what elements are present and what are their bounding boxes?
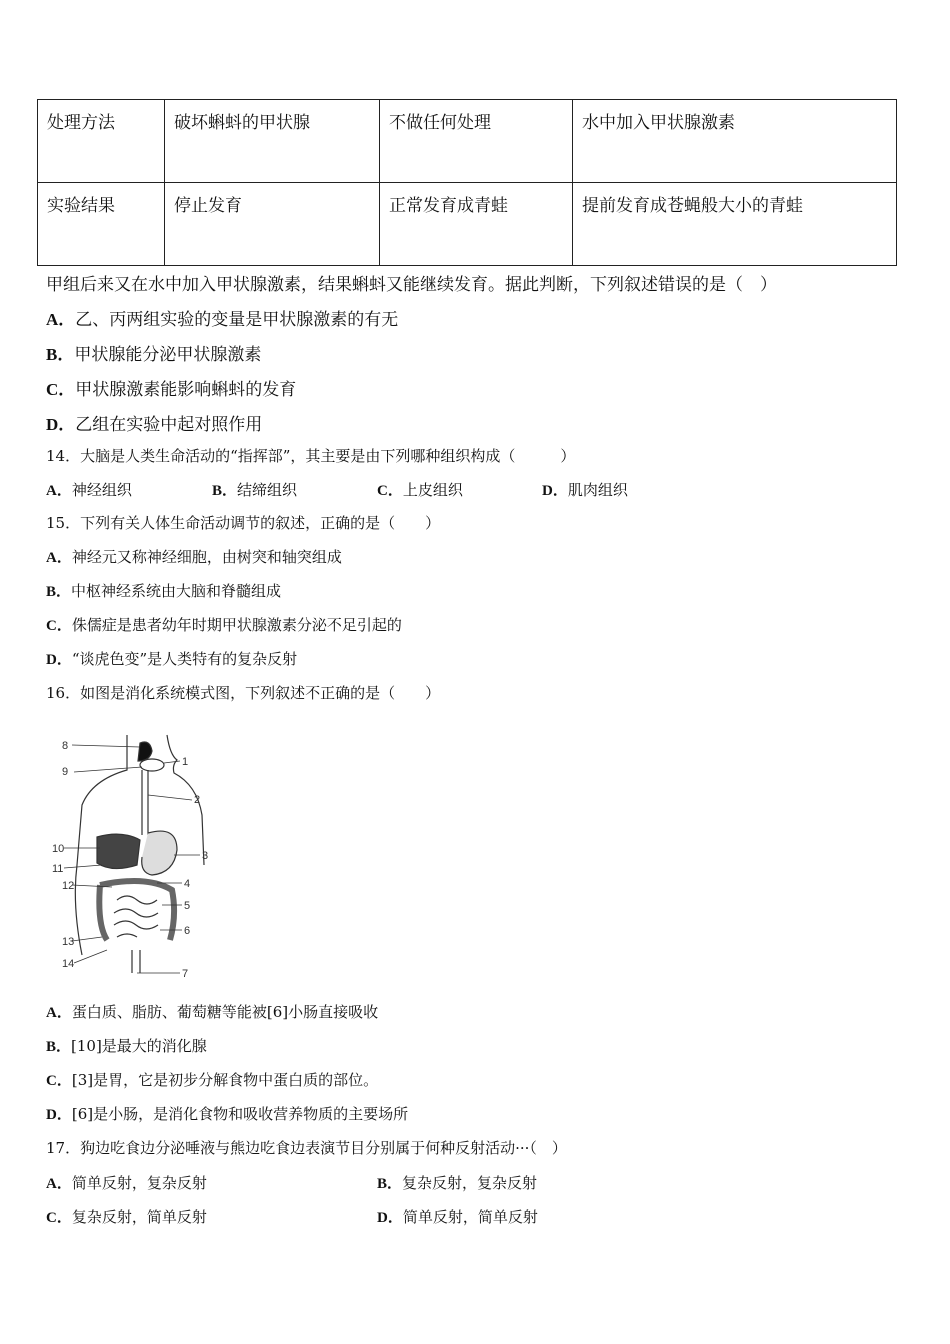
diagram-label: 4 [184, 878, 191, 890]
option-label: D． [542, 483, 568, 499]
diagram-label: 12 [62, 880, 75, 892]
diagram-label: 13 [62, 936, 75, 948]
option-label: D． [377, 1210, 403, 1226]
q15-option-d[interactable] [46, 648, 297, 669]
option-label: A． [46, 483, 72, 499]
option-label: A． [46, 1176, 72, 1192]
table-cell: 实验结果 [38, 183, 165, 266]
diagram-label: 6 [184, 925, 191, 937]
q15-option-a[interactable] [46, 546, 342, 567]
q17-option-c[interactable] [46, 1206, 207, 1227]
option-text: 复杂反射，复杂反射 [402, 1174, 538, 1192]
table-cell: 破坏蝌蚪的甲状腺 [165, 100, 380, 183]
q16-option-a[interactable] [46, 1001, 378, 1022]
diagram-label: 9 [62, 766, 69, 778]
q15-option-c[interactable] [46, 614, 402, 635]
q13-option-c[interactable] [46, 375, 296, 400]
q17-option-d[interactable] [377, 1206, 538, 1227]
option-text: [10]是最大的消化腺 [71, 1037, 207, 1055]
table-cell: 处理方法 [38, 100, 165, 183]
option-text: 甲状腺激素能影响蝌蚪的发育 [75, 380, 297, 400]
diagram-label: 2 [194, 794, 201, 806]
q14-option-d[interactable] [542, 479, 628, 500]
option-text: 简单反射，简单反射 [402, 1208, 538, 1226]
option-label: B． [212, 483, 238, 499]
q14-option-c[interactable] [377, 479, 463, 500]
table-cell: 水中加入甲状腺激素 [573, 100, 897, 183]
option-label: C． [46, 618, 72, 634]
table-row [38, 100, 897, 183]
q15-option-b[interactable] [46, 580, 281, 601]
q13-option-b[interactable] [46, 340, 261, 365]
option-text: 侏儒症是患者幼年时期甲状腺激素分泌不足引起的 [71, 616, 402, 634]
q16-option-d[interactable] [46, 1103, 408, 1124]
option-text: 中枢神经系统由大脑和脊髓组成 [71, 582, 282, 600]
option-text: 神经组织 [71, 481, 132, 499]
q16-option-b[interactable] [46, 1035, 207, 1056]
esophagus-shape [142, 770, 148, 835]
option-text: “谈虎色变”是人类特有的复杂反射 [71, 650, 298, 668]
option-text: [6]是小肠，是消化食物和吸收营养物质的主要场所 [71, 1105, 409, 1123]
liver-shape [97, 834, 140, 868]
rectum-shape [132, 950, 140, 973]
option-label: D． [46, 1107, 72, 1123]
option-text: 上皮组织 [402, 481, 463, 499]
q15-stem: 15．下列有关人体生命活动调节的叙述，正确的是（ ） [46, 514, 441, 532]
option-text: 乙、丙两组实验的变量是甲状腺激素的有无 [75, 310, 399, 330]
option-text: 复杂反射，简单反射 [71, 1208, 207, 1226]
diagram-label: 11 [52, 863, 64, 875]
option-label: C． [46, 380, 76, 399]
large-intestine-shape [99, 881, 174, 940]
table-row [38, 183, 897, 266]
q13-stem: 甲组后来又在水中加入甲状腺激素，结果蝌蚪又能继续发育。据此判断，下列叙述错误的是（ ） [46, 275, 777, 295]
option-text: 甲状腺能分泌甲状腺激素 [74, 345, 262, 365]
option-label: B． [46, 1039, 72, 1055]
option-text: 蛋白质、脂肪、葡萄糖等能被[6]小肠直接吸收 [71, 1003, 379, 1021]
q13-option-d[interactable] [46, 410, 262, 435]
q14-option-b[interactable] [212, 479, 297, 500]
diagram-label: 3 [202, 850, 209, 862]
option-text: 结缔组织 [237, 481, 298, 499]
q16-stem: 16．如图是消化系统模式图，下列叙述不正确的是（ ） [46, 684, 441, 702]
digestive-system-diagram [52, 725, 222, 980]
option-text: 肌肉组织 [567, 481, 628, 499]
diagram-label: 10 [52, 843, 65, 855]
experiment-table [37, 99, 897, 266]
table-cell: 停止发育 [165, 183, 380, 266]
diagram-label: 7 [182, 968, 189, 980]
q13-option-a[interactable] [46, 305, 398, 330]
q17-option-a[interactable] [46, 1172, 207, 1193]
option-label: D． [46, 652, 72, 668]
option-label: B． [46, 584, 72, 600]
option-label: C． [377, 483, 403, 499]
mouth-shape [138, 742, 152, 761]
stomach-shape [142, 831, 177, 875]
small-intestine-shape [114, 896, 158, 937]
option-text: 简单反射，复杂反射 [71, 1174, 207, 1192]
q17-stem: 17．狗边吃食边分泌唾液与熊边吃食边表演节目分别属于何种反射活动···（ ） [46, 1139, 567, 1157]
pharynx-shape [140, 759, 164, 771]
option-text: [3]是胃，它是初步分解食物中蛋白质的部位。 [71, 1071, 379, 1089]
option-label: C． [46, 1073, 72, 1089]
q17-option-b[interactable] [377, 1172, 537, 1193]
q14-stem: 14．大脑是人类生命活动的“指挥部”，其主要是由下列哪种组织构成（ ） [46, 447, 576, 465]
q14-option-a[interactable] [46, 479, 132, 500]
option-text: 神经元又称神经细胞，由树突和轴突组成 [71, 548, 342, 566]
option-label: A． [46, 550, 72, 566]
diagram-label: 1 [182, 756, 189, 768]
diagram-label: 5 [184, 900, 191, 912]
option-label: B． [46, 345, 75, 364]
option-label: C． [46, 1210, 72, 1226]
option-label: D． [46, 415, 76, 434]
table-cell: 正常发育成青蛙 [380, 183, 573, 266]
table-cell: 提前发育成苍蝇般大小的青蛙 [573, 183, 897, 266]
option-label: B． [377, 1176, 403, 1192]
diagram-label: 14 [62, 958, 75, 970]
q16-option-c[interactable] [46, 1069, 378, 1090]
option-label: A． [46, 1005, 72, 1021]
table-cell: 不做任何处理 [380, 100, 573, 183]
option-text: 乙组在实验中起对照作用 [75, 415, 263, 435]
option-label: A． [46, 310, 76, 329]
diagram-label: 8 [62, 740, 69, 752]
